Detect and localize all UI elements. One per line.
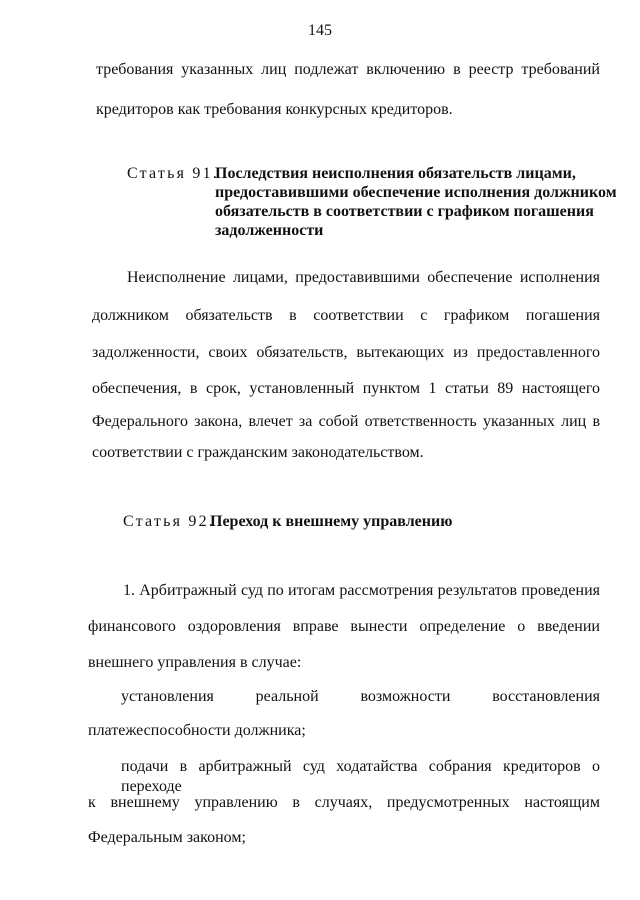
article-92-p1-line-2: финансового оздоровления вправе вынести определение о введении <box>88 618 600 635</box>
article-92-p1-line-3: внешнего управления в случае: <box>88 654 302 671</box>
article-92-item2-line-2: к внешнему управлению в случаях, предусмотренных настоящим <box>88 794 600 811</box>
article-91-title-line-1: Последствия неисполнения обязательств лицами, <box>215 165 576 182</box>
article-91-body-line-6: соответствии с гражданским законодательством. <box>92 444 424 461</box>
page-number: 145 <box>308 22 332 39</box>
article-92-label: Статья 92. <box>123 513 215 530</box>
article-91-title-line-4: задолженности <box>215 222 324 239</box>
article-91-body-line-1: Неисполнение лицами, предоставившими обеспечение исполнения <box>127 269 600 286</box>
intro-line-2: кредиторов как требования конкурсных кредиторов. <box>96 101 453 118</box>
article-91-body-line-4: обеспечения, в срок, установленный пунктом 1 статьи 89 настоящего <box>92 380 600 397</box>
article-91-label: Статья 91. <box>127 165 219 182</box>
intro-line-1: требования указанных лиц подлежат включению в реестр требований <box>96 61 600 78</box>
article-92-title: Переход к внешнему управлению <box>210 513 453 530</box>
article-91-body-line-2: должником обязательств в соответствии с графиком погашения <box>92 307 600 324</box>
article-92-item2-line-1: подачи в арбитражный суд ходатайства собрания кредиторов о переходе <box>121 758 600 795</box>
article-92-item1-line-1: установления реальной возможности восстановления <box>121 688 600 705</box>
article-92-p1-line-1: 1. Арбитражный суд по итогам рассмотрения результатов проведения <box>123 582 600 599</box>
article-91-body-line-5: Федерального закона, влечет за собой ответственность указанных лиц в <box>92 413 600 430</box>
article-91-title-line-2: предоставившими обеспечение исполнения должником <box>215 184 617 201</box>
article-92-item2-line-3: Федеральным законом; <box>88 829 246 846</box>
article-91-body-line-3: задолженности, своих обязательств, вытекающих из предоставленного <box>92 344 600 361</box>
article-92-item1-line-2: платежеспособности должника; <box>88 722 306 739</box>
article-91-title-line-3: обязательств в соответствии с графиком погашения <box>215 203 594 220</box>
